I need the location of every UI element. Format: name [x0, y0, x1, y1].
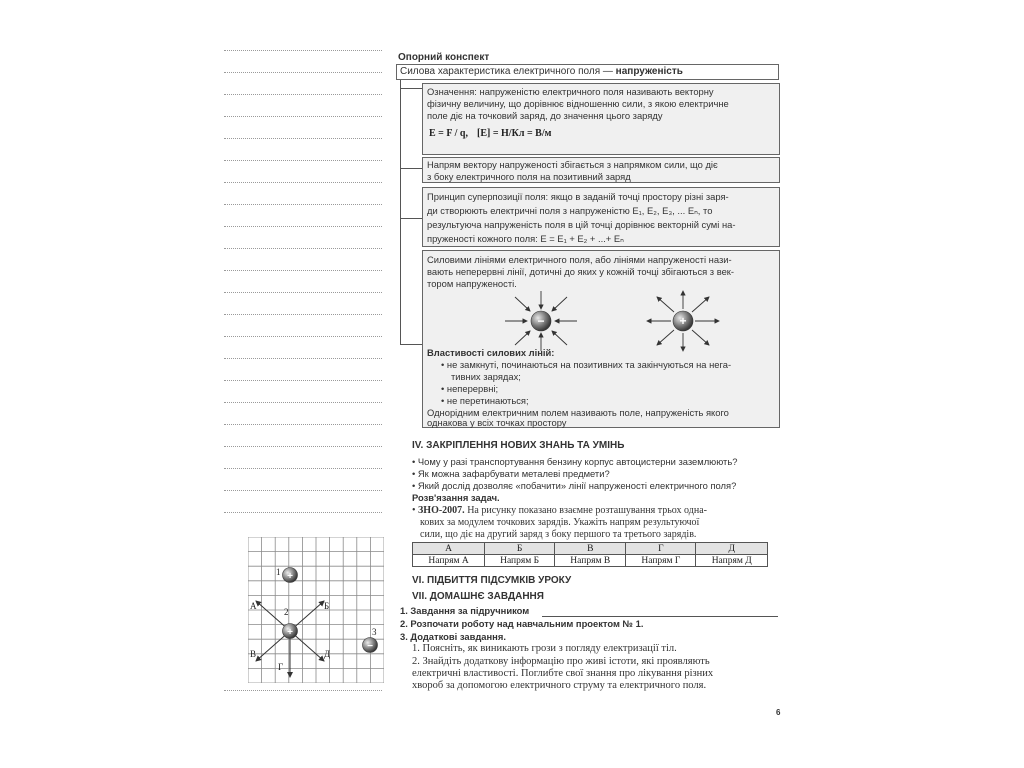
charge-1-sign: + [287, 571, 293, 582]
page-number: 6 [776, 708, 781, 717]
answer-letter: Б [485, 543, 555, 555]
note-line [224, 248, 382, 249]
note-line [224, 358, 382, 359]
property-text: не перетинаються; [446, 395, 529, 406]
superposition-line: Принцип суперпозиції поля: якщо в заданій точці простору різні заря- [427, 191, 729, 202]
question-1: • Чому у разі транспортування бензину корпус автоцистерни заземлюють? [412, 456, 738, 467]
answer-letter: А [413, 543, 485, 555]
note-line [224, 380, 382, 381]
zno-task-line: сили, що діє на другий заряд з боку першого та третього зарядів. [420, 529, 697, 540]
note-line [224, 336, 382, 337]
zno-text: На рисунку показано взаємне розташування трьох одна- [464, 505, 707, 516]
direction-line: Напрям вектору напруженості збігається з напрямком сили, що діє [427, 159, 718, 170]
homework-fill-line[interactable] [542, 616, 778, 617]
uniform-field-line: Однорідним електричним полем називають поле, напруженість якого [427, 407, 729, 418]
answer-letter: В [555, 543, 626, 555]
note-line [224, 226, 382, 227]
direction-box [422, 157, 780, 183]
note-line [224, 490, 382, 491]
question-text: Чому у разі транспортування бензину корпус автоцистерни заземлюють? [417, 456, 738, 467]
superposition-line: пруженості кожного поля: E = E₁ + E₂ + ...+ Eₙ [427, 233, 624, 244]
homework-subtask: 1. Поясніть, як виникають грози з погляду електризації тіл. [412, 643, 677, 654]
answer-labels-row [413, 555, 768, 567]
superposition-box [422, 187, 780, 247]
note-line [224, 424, 382, 425]
tree-branch [400, 168, 422, 169]
direction-a-label: А [250, 601, 257, 611]
zno-label: ЗНО-2007. [418, 505, 465, 516]
answer-letter: Г [626, 543, 696, 555]
charges-grid-figure [248, 537, 384, 683]
property-text: неперервні; [446, 383, 499, 394]
properties-title: Властивості силових ліній: [427, 347, 555, 358]
note-line [224, 160, 382, 161]
charges-grid-svg [248, 537, 384, 683]
superposition-line: результуюча напруженість поля в цій точці дорівнює векторній сумі на- [427, 219, 736, 230]
definition-line: Означення: напруженістю електричного поля називають векторну [427, 86, 714, 97]
homework-subtask: 2. Знайдіть додаткову інформацію про живі істоти, які проявляють [412, 656, 710, 667]
field-lines-line: тором напруженості. [427, 278, 517, 289]
property-text: не замкнуті, починаються на позитивних та закінчуються на нега- [446, 359, 732, 370]
answer-letters-row [413, 543, 768, 555]
question-text: Як можна зафарбувати металеві предмети? [417, 468, 610, 479]
formula-e-f-q: E = F / q, [429, 128, 468, 139]
uniform-field-line: однакова у всіх точках простору [427, 417, 567, 428]
answer-option: Напрям А [413, 555, 485, 567]
note-line [224, 468, 382, 469]
zno-task-line: кових за модулем точкових зарядів. Укажіть напрям результуючої [420, 517, 700, 528]
note-line [224, 314, 382, 315]
answer-option: Напрям Г [626, 555, 696, 567]
note-line [224, 402, 382, 403]
charge-2-sign: + [287, 627, 293, 638]
note-line [224, 690, 382, 691]
homework-subtask: хвороб за допомогою електричного струму та електричного поля. [412, 680, 707, 691]
charge-1-label: 1 [276, 567, 281, 577]
note-line [224, 72, 382, 73]
homework-subtask: електричні властивості. Поглибте свої знання про лікування різних [412, 668, 714, 679]
definition-line: фізичну величину, що дорівнює відношенню сили, з якою електричне [427, 98, 729, 109]
main-title-prefix: Силова характеристика електричного поля — [400, 66, 616, 77]
note-line [224, 512, 382, 513]
direction-v-label: В [250, 649, 257, 659]
main-title [400, 66, 683, 78]
question-2: • Як можна зафарбувати металеві предмети? [412, 468, 610, 479]
zno-task-line: • ЗНО-2007. На рисунку показано взаємне розташування трьох одна- [412, 505, 707, 516]
field-lines-box [422, 250, 780, 428]
note-line [224, 270, 382, 271]
note-line [224, 204, 382, 205]
definition-line: поле діє на точковий заряд, до значення цього заряду [427, 110, 663, 121]
charge-3-label: 3 [372, 627, 377, 637]
note-line [224, 116, 382, 117]
superposition-line: ди створюють електричні поля з напруженістю E₁, E₂, E₃, ... Eₙ, то [427, 205, 713, 216]
note-line [224, 446, 382, 447]
charge-3-sign: − [367, 641, 373, 652]
question-3: • Який дослід дозволяє «побачити» лінії напруженості електричного поля? [412, 480, 737, 491]
note-line [224, 292, 382, 293]
note-line [224, 182, 382, 183]
field-lines-line: Силовими лініями електричного поля, або лініями напруженості нази- [427, 254, 732, 265]
tree-branch [400, 218, 422, 219]
homework-item-3: 3. Додаткові завдання. [400, 631, 506, 642]
question-text: Який дослід дозволяє «побачити» лінії напруженості електричного поля? [417, 480, 737, 491]
direction-line: з боку електричного поля на позитивний заряд [427, 171, 631, 182]
main-title-bold: напруженість [615, 66, 683, 77]
main-title-box [396, 64, 779, 80]
property-bullet: • не перетинаються; [441, 395, 529, 406]
answer-option: Напрям Б [485, 555, 555, 567]
positive-charge-field-diagram [643, 289, 723, 353]
note-line [224, 94, 382, 95]
section-7-title: VII. ДОМАШНЄ ЗАВДАННЯ [412, 591, 544, 602]
tree-trunk [400, 80, 401, 344]
tree-branch [400, 344, 422, 345]
definition-box [422, 83, 780, 155]
direction-d-label: Д [324, 649, 331, 659]
section-6-title: VI. ПІДБИТТЯ ПІДСУМКІВ УРОКУ [412, 575, 572, 586]
answer-letter: Д [696, 543, 768, 555]
answer-option: Напрям Д [696, 555, 768, 567]
formula-units: [E] = Н/Кл = В/м [477, 128, 552, 139]
negative-charge-field-diagram [501, 289, 581, 353]
note-line [224, 50, 382, 51]
charge-2-label: 2 [284, 607, 289, 617]
direction-b-label: Б [324, 601, 330, 611]
section-label: Опорний конспект [398, 52, 490, 63]
property-bullet: • не замкнуті, починаються на позитивних та закінчуються на нега- [441, 359, 732, 370]
positive-charge-sign: + [679, 314, 687, 328]
negative-charge-sign: − [537, 314, 545, 328]
homework-item-1: 1. Завдання за підручником [400, 605, 530, 616]
property-text: тивних зарядах; [451, 371, 521, 382]
tasks-title: Розв'язання задач. [412, 492, 500, 503]
field-lines-line: вають неперервні лінії, дотичні до яких у кожній точці збігаються з век- [427, 266, 735, 277]
homework-item-2: 2. Розпочати роботу над навчальним проектом № 1. [400, 618, 644, 629]
section-4-title: IV. ЗАКРІПЛЕННЯ НОВИХ ЗНАНЬ ТА УМІНЬ [412, 440, 625, 451]
tree-branch [400, 88, 422, 89]
direction-g-label: Г [278, 662, 284, 672]
note-line [224, 138, 382, 139]
property-bullet: • неперервні; [441, 383, 499, 394]
answer-table [412, 542, 768, 567]
answer-option: Напрям В [555, 555, 626, 567]
